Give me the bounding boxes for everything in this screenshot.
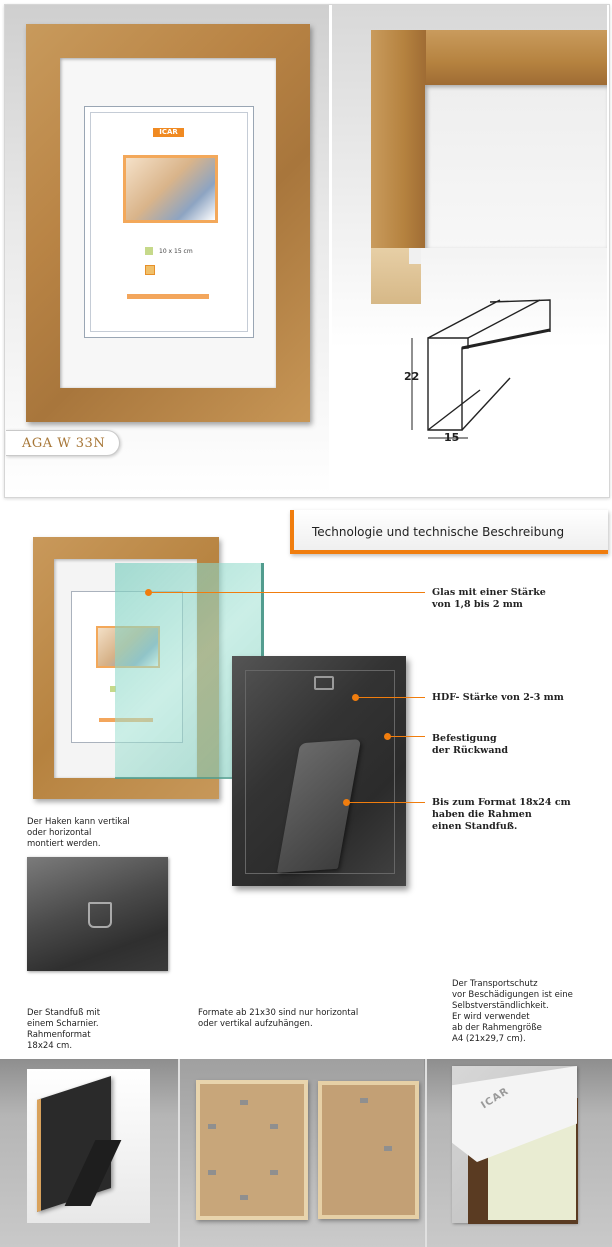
profile-height-label: 22 [404,370,420,383]
clip-icon [270,1170,278,1175]
clip-icon [240,1100,248,1105]
callout-line-mounting [389,736,425,737]
insert-photo [123,155,218,223]
back-horizontal-hanging [318,1081,419,1219]
callout-hdf: HDF- Stärke von 2-3 mm [432,692,564,703]
model-code-badge: AGA W 33N [6,430,120,456]
callout-line-stand [348,802,425,803]
back-vertical-hanging [196,1080,308,1220]
callout-mounting: Befestigung der Rückwand [432,733,509,756]
profile-rebate [409,248,421,264]
profile-sketch [400,290,610,450]
clip-icon [360,1098,368,1103]
hook-icon [88,902,112,928]
strip-divider [425,1059,427,1247]
note-stand: Der Standfuß mit einem Scharnier. Rahmenformat 18x24 cm. [27,1008,101,1051]
note-formats: Formate ab 21x30 sind nur horizontal oder vertikal aufzuhängen. [198,1008,359,1029]
icar-logo: ICAR [153,128,184,137]
hanger-hook [314,676,334,690]
profile-width-label: 15 [444,431,460,444]
callout-line-glass [150,592,425,593]
callout-line-hdf [357,697,425,698]
insert-size-label: 10 x 15 cm [159,248,193,255]
note-protection: Der Transportschutz vor Beschädigungen ist eine Selbstverständlichkeit. Er wird verwendet ab der Rahmengröße A4 (21x29,7 cm). [452,979,573,1044]
callout-glass: Glas mit einer Stärke von 1,8 bis 2 mm [432,587,546,610]
clip-icon [384,1146,392,1151]
corner-protector-logo: ICAR [479,1085,512,1112]
clip-icon [208,1124,216,1129]
section-title: Technologie und technische Beschreibung [290,510,608,554]
clip-icon [208,1170,216,1175]
note-hook: Der Haken kann vertikal oder horizontal montiert werden. [27,817,130,849]
size-swatch-green [145,247,153,255]
clip-icon [240,1195,248,1200]
profile-corner-side [371,30,426,248]
panel-divider [330,5,332,495]
clip-icon [270,1124,278,1129]
insert-orange-bar [127,294,209,299]
callout-stand: Bis zum Format 18x24 cm haben die Rahmen einen Standfuß. [432,797,571,832]
profile-corner-glass [425,85,607,248]
size-swatch-orange [145,265,155,275]
